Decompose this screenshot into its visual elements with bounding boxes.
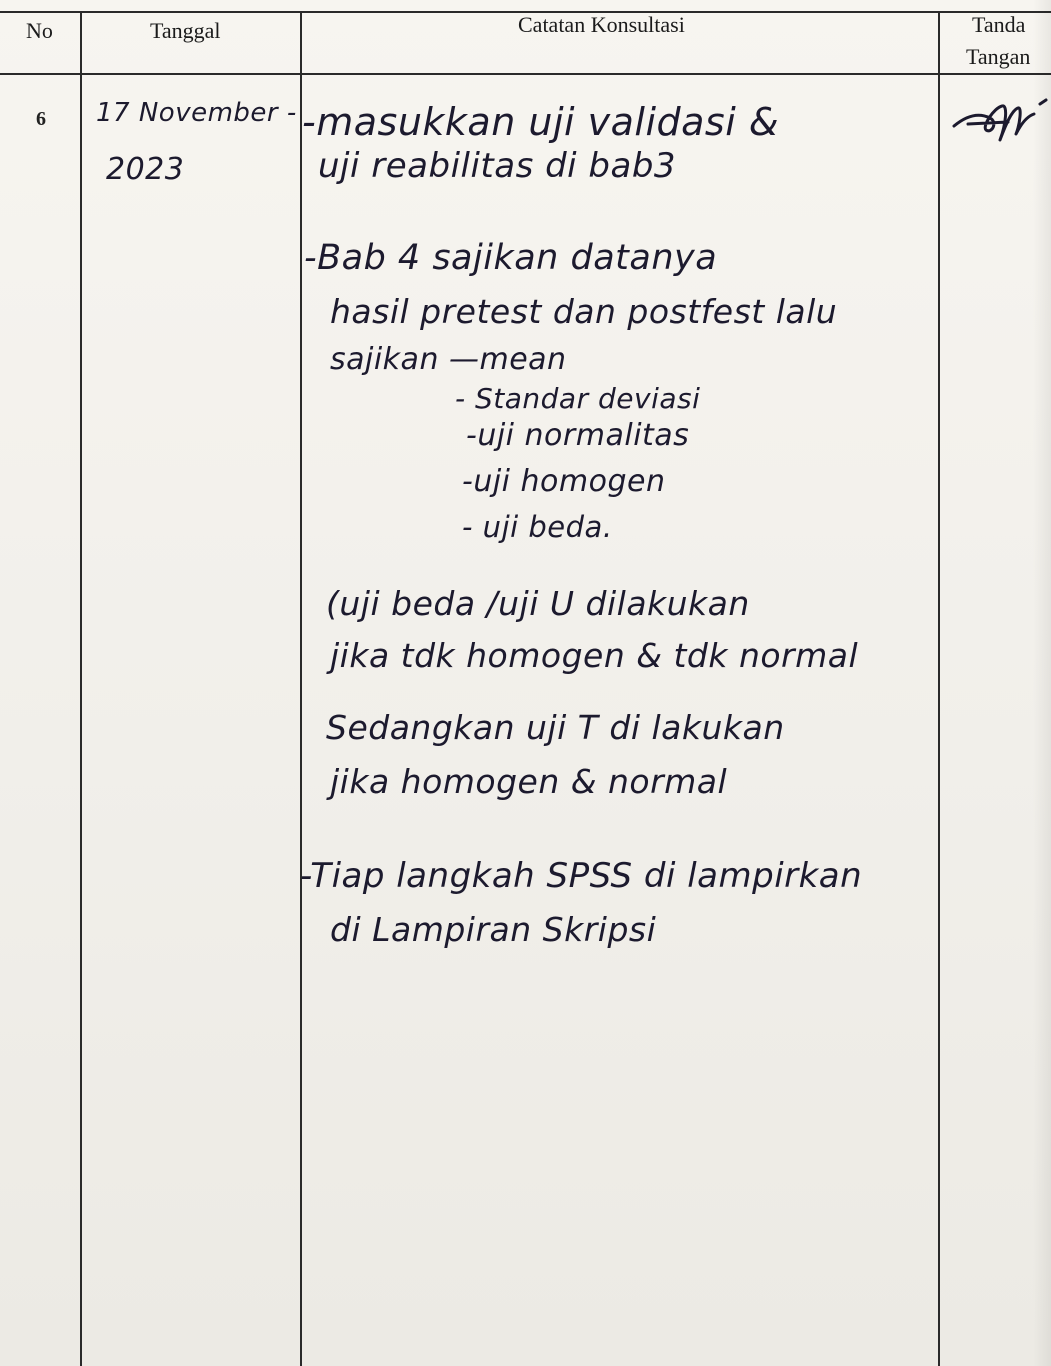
note-line: hasil pretest dan postfest lalu: [330, 292, 838, 331]
header-tangan: Tangan: [966, 44, 1031, 69]
note-line: -Tiap langkah SPSS di lampirkan: [300, 856, 863, 896]
date-day-month: 17 November -: [96, 98, 297, 128]
date-year: 2023: [106, 152, 185, 187]
header-no: No: [26, 18, 53, 43]
column-divider-catatan: [938, 11, 940, 1366]
note-line: -masukkan uji validasi &: [302, 100, 779, 144]
note-line: di Lampiran Skripsi: [330, 910, 657, 949]
header-catatan-konsultasi: Catatan Konsultasi: [518, 12, 685, 37]
note-line: sajikan —mean: [330, 342, 567, 377]
note-line: - Standar deviasi: [455, 382, 701, 415]
note-line: - uji beda.: [462, 510, 613, 544]
header-tanda: Tanda: [972, 12, 1026, 37]
note-line: -uji normalitas: [466, 418, 690, 453]
note-line: jika homogen & normal: [330, 762, 728, 801]
note-line: (uji beda /uji U dilakukan: [326, 584, 750, 623]
header-tanggal: Tanggal: [150, 18, 221, 43]
row-number: 6: [36, 108, 46, 130]
note-line: Sedangkan uji T di lakukan: [326, 708, 785, 747]
column-divider-no: [80, 11, 82, 1366]
note-line: jika tdk homogen & tdk normal: [330, 636, 859, 675]
column-divider-tanggal: [300, 11, 302, 1366]
note-line: -Bab 4 sajikan datanya: [304, 238, 718, 278]
note-line: -uji homogen: [462, 464, 666, 499]
header-bottom-border: [0, 73, 1051, 75]
note-line: uji reabilitas di bab3: [318, 146, 677, 186]
page-edge-shadow: [1033, 0, 1051, 1366]
